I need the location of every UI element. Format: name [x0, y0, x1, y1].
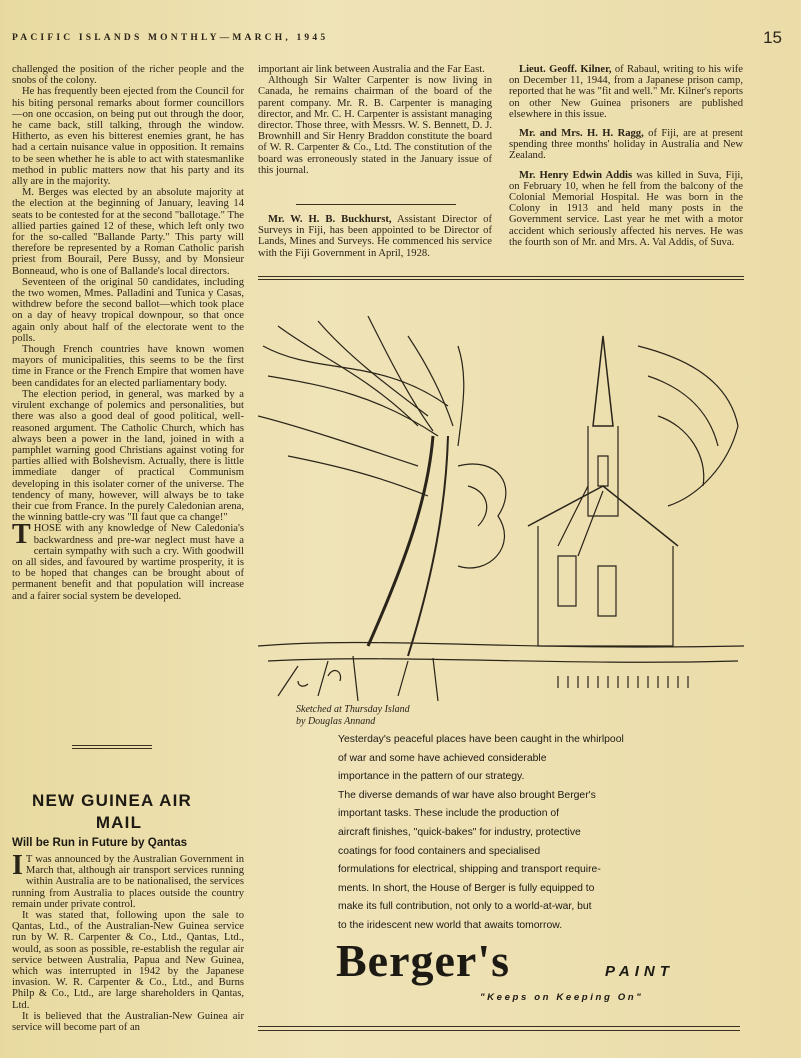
section-divider — [72, 745, 152, 749]
caption-line-2: by Douglas Annand — [296, 715, 376, 727]
bottom-rule — [258, 1026, 740, 1031]
ad-line: to the iridescent new world that awaits tomorrow. — [338, 919, 563, 931]
air-mail-article-body — [12, 850, 244, 1034]
paragraph — [509, 170, 743, 248]
dropcap-paragraph-text: HOSE with any knowledge of New Caledonia's backwardness and pre-war neglect must have a certain sympathy with such a cry. With goodwill on all sides, and favoured by wartime prosperity, it is to be hoped that changes can be brought about of permanent benefit and that population will increase and a fairer social system be developed. — [12, 523, 244, 602]
person-name: Mr. and Mrs. H. H. Ragg, — [519, 128, 644, 140]
running-header — [12, 30, 782, 52]
article-headline — [32, 790, 206, 834]
paragraph: It was stated that, following upon the sale to Qantas, Ltd., of the Australian-New Guinea service run by W. R. Carpenter & Co., Ltd., Qantas, Ltd., would, as soon as possible, re-establish the regular air service between Australia, Papua and New Guinea, which was interrupted in 1942 by the Japanese invasion. W. R. Carpenter & Co., Ltd., and Burns Philp & Co., Ltd., are large shareholders in Qantas, Ltd. — [12, 910, 244, 1011]
drop-cap: I — [12, 850, 23, 881]
paragraph: challenged the position of the richer people and the snobs of the colony. — [12, 64, 244, 87]
headline-line-2: MAIL — [95, 813, 143, 832]
buckhurst-note — [258, 214, 492, 259]
article-lead — [12, 850, 244, 910]
berger-advertisement-copy — [338, 731, 678, 936]
person-name: Mr. W. H. B. Buckhurst, — [268, 214, 392, 225]
article-lead-text: T was announced by the Australian Government in March that, although air transport services running within Australia are to be nationalised, the services running from Australia to places outside the country remain under private control. — [12, 854, 244, 910]
paragraph: The election period, in general, was marked by a virulent exchange of polemics and personalities, but there was also a good deal of good political, well-reasoned argument. The Catholic Church, which has always been a power in the land, joined in with a pamphlet warning good Christians against voting for parties allied with Bolshevism. Actually, there is little immediate danger of practical Communism developing in this isolater corner of the universe. The tendency of many, however, will always be to take their cue from France. In the purely Caledonian arena, the winning battle-cry was "Il faut que ca change!" — [12, 388, 244, 524]
paragraph — [258, 214, 492, 259]
ad-line: The diverse demands of war have also brought Berger's — [338, 789, 596, 801]
paragraph: important air link between Australia and the Far East. — [258, 64, 485, 75]
church-sketch-illustration — [258, 316, 744, 704]
paragraph: It is believed that the Australian-New Guinea air service will become part of an — [12, 1010, 244, 1034]
ad-line: formulations for electrical, shipping and transport require- — [338, 864, 601, 876]
note-text: of Rabaul, writing to his wife on December 11, 1944, from a Japanese prison camp, reported that he was "fit and well." Mr. Kilner's reports on other New Guinea prisoners are published elsewhere in this issue. — [509, 64, 743, 120]
divider — [296, 204, 456, 205]
headline-line-1: NEW GUINEA AIR — [32, 791, 193, 810]
paragraph: Seventeen of the original 50 candidates, including the two women, Mmes. Palladini and Tunica y Casas, withdrew before the second ballot—which took place on a day of heavy tropical downpour, so that once again only about half of the electorate went to the polls. — [12, 276, 244, 344]
paragraph: Although Sir Walter Carpenter is now living in Canada, he remains chairman of the board of the parent company. Mr. R. B. Carpenter is managing director, and Mr. C. H. Carpenter is assistant managing director. Those three, with Messrs. W. S. Bennett, D. J. Brownhill and Sir Henry Braddon constitute the board of W. R. Carpenter & Co., Ltd. The constitution of the board was erroneously stated in the January issue of this journal. — [258, 75, 492, 176]
dropcap-paragraph — [12, 519, 244, 602]
drop-cap: T — [12, 519, 31, 551]
note-text: was killed in Suva, Fiji, on February 10, when he fell from the balcony of the Colonial Memorial Hospital. He was born in the Colony in 1913 and held many posts in the Government service. Last year he met with a motor accident which seriously affected his nerves. He was the fourth son of Mr. and Mrs. A. Val Addis, of Suva. — [509, 169, 743, 248]
page-number: 15 — [763, 28, 782, 47]
column-2 — [258, 64, 492, 176]
running-title: PACIFIC ISLANDS MONTHLY—MARCH, 1945 — [12, 33, 329, 43]
ad-line: make its full contribution, not only to a world-at-war, but — [338, 901, 592, 913]
brand-slogan: "Keeps on Keeping On" — [480, 992, 644, 1003]
ad-line: of war and some have achieved considerable — [338, 752, 547, 764]
brand-logo-berger: Berger's — [336, 935, 511, 986]
paragraph: He has frequently been ejected from the Council for his biting personal remarks about former councillors—on one occasion, on being put out through the door, he came back, still talking, through the window. Hitherto, as even his bitterest enemies grant, he has had a certain nuisance value in opposition. It remains to be seen whether he is able to act with statesmanlike method in public matters now that his party and its ally are in the majority. — [12, 86, 244, 188]
article-subhead: Will be Run in Future by Qantas — [12, 836, 188, 849]
ad-line: Yesterday's peaceful places have been caught in the whirlpool — [338, 734, 624, 745]
sketch-caption — [296, 704, 410, 727]
column-1 — [12, 64, 244, 602]
ad-line: aircraft finishes, "quick-bakes" for industry, protective — [338, 826, 581, 838]
caption-line-1: Sketched at Thursday Island — [296, 704, 410, 715]
note-text: Assistant Director of Surveys in Fiji, has been appointed to be Director of Lands, Mines and Surveys. He commenced his service with the Fiji Government in April, 1928. — [258, 214, 492, 259]
column-3 — [509, 64, 743, 248]
person-name: Lieut. Geoff. Kilner, — [519, 64, 612, 75]
paragraph: Though French countries have known women mayors of municipalities, this seems to be the first time in France or the French Empire that women have been candidates for an elected parliamentary body. — [12, 344, 244, 389]
ad-line: coatings for food containers and specialised — [338, 845, 541, 857]
paragraph — [509, 128, 743, 162]
paragraph — [509, 64, 743, 120]
paragraph: M. Berges was elected by an absolute majority at the election at the beginning of January, leaving 14 seats to be contested for at the second "ballotage." The allied parties gained 12 of these, which left only two for the so-called "Ballande Party." This party will therefore be represented by a Roman Catholic parish priest from Bourail, Pere Bussy, and by Monsieur Bonneaud, who is one of Ballande's local directors. — [12, 187, 244, 277]
note-text: of Fiji, are at present spending three months' holiday in Australia and New Zealand. — [509, 128, 743, 162]
brand-product-paint: PAINT — [605, 963, 674, 980]
ad-line: ments. In short, the House of Berger is fully equipped to — [338, 882, 595, 894]
ad-line: important tasks. These include the production of — [338, 808, 560, 820]
spacer — [509, 120, 743, 128]
section-divider — [258, 276, 744, 280]
ad-line: importance in the pattern of our strategy. — [338, 771, 525, 783]
spacer — [509, 162, 743, 170]
person-name: Mr. Henry Edwin Addis — [519, 169, 633, 181]
